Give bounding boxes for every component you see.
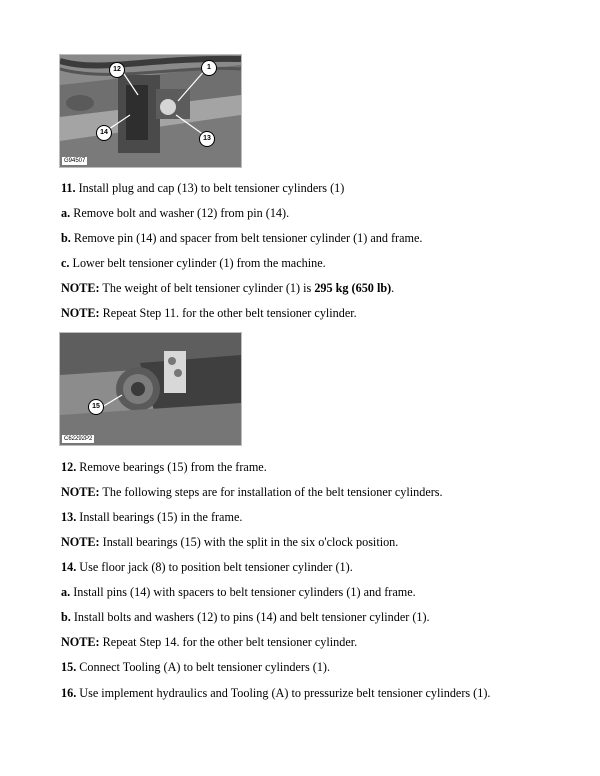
step-13: 13. Install bearings (15) in the frame. — [61, 510, 243, 524]
note-repeat-14: NOTE: Repeat Step 14. for the other belt tensioner cylinder. — [61, 635, 358, 649]
step-11: 11. Install plug and cap (13) to belt tensioner cylinders (1) — [61, 181, 345, 195]
step-11b: b. Remove pin (14) and spacer from belt tensioner cylinder (1) and frame. — [61, 231, 423, 245]
step-11a: a. Remove bolt and washer (12) from pin (14). — [61, 206, 290, 220]
step-11c: c. Lower belt tensioner cylinder (1) from the machine. — [61, 256, 326, 270]
figure-1-photo — [59, 54, 242, 168]
step-14: 14. Use floor jack (8) to position belt tensioner cylinder (1). — [61, 560, 353, 574]
note-repeat-11: NOTE: Repeat Step 11. for the other belt tensioner cylinder. — [61, 306, 357, 320]
note-installation: NOTE: The following steps are for installation of the belt tensioner cylinders. — [61, 485, 443, 499]
figure-code: C62292P2 — [64, 436, 93, 442]
callout-13: 13 — [199, 131, 215, 147]
step-12: 12. Remove bearings (15) from the frame. — [61, 460, 267, 474]
callout-12: 12 — [109, 62, 125, 78]
step-14a: a. Install pins (14) with spacers to belt tensioner cylinders (1) and frame. — [61, 585, 416, 599]
step-14b: b. Install bolts and washers (12) to pins (14) and belt tensioner cylinder (1). — [61, 610, 430, 624]
figure-2-photo — [59, 332, 242, 446]
note-bearings-split: NOTE: Install bearings (15) with the split in the six o'clock position. — [61, 535, 399, 549]
step-15: 15. Connect Tooling (A) to belt tensioner cylinders (1). — [61, 660, 331, 674]
note-weight: NOTE: The weight of belt tensioner cylinder (1) is 295 kg (650 lb). — [61, 281, 395, 295]
figure-code: G94507 — [64, 158, 86, 164]
step-16: 16. Use implement hydraulics and Tooling (A) to pressurize belt tensioner cylinders (1). — [61, 686, 491, 700]
callout-1: 1 — [201, 60, 217, 76]
callout-15: 15 — [88, 399, 104, 415]
callout-14: 14 — [96, 125, 112, 141]
